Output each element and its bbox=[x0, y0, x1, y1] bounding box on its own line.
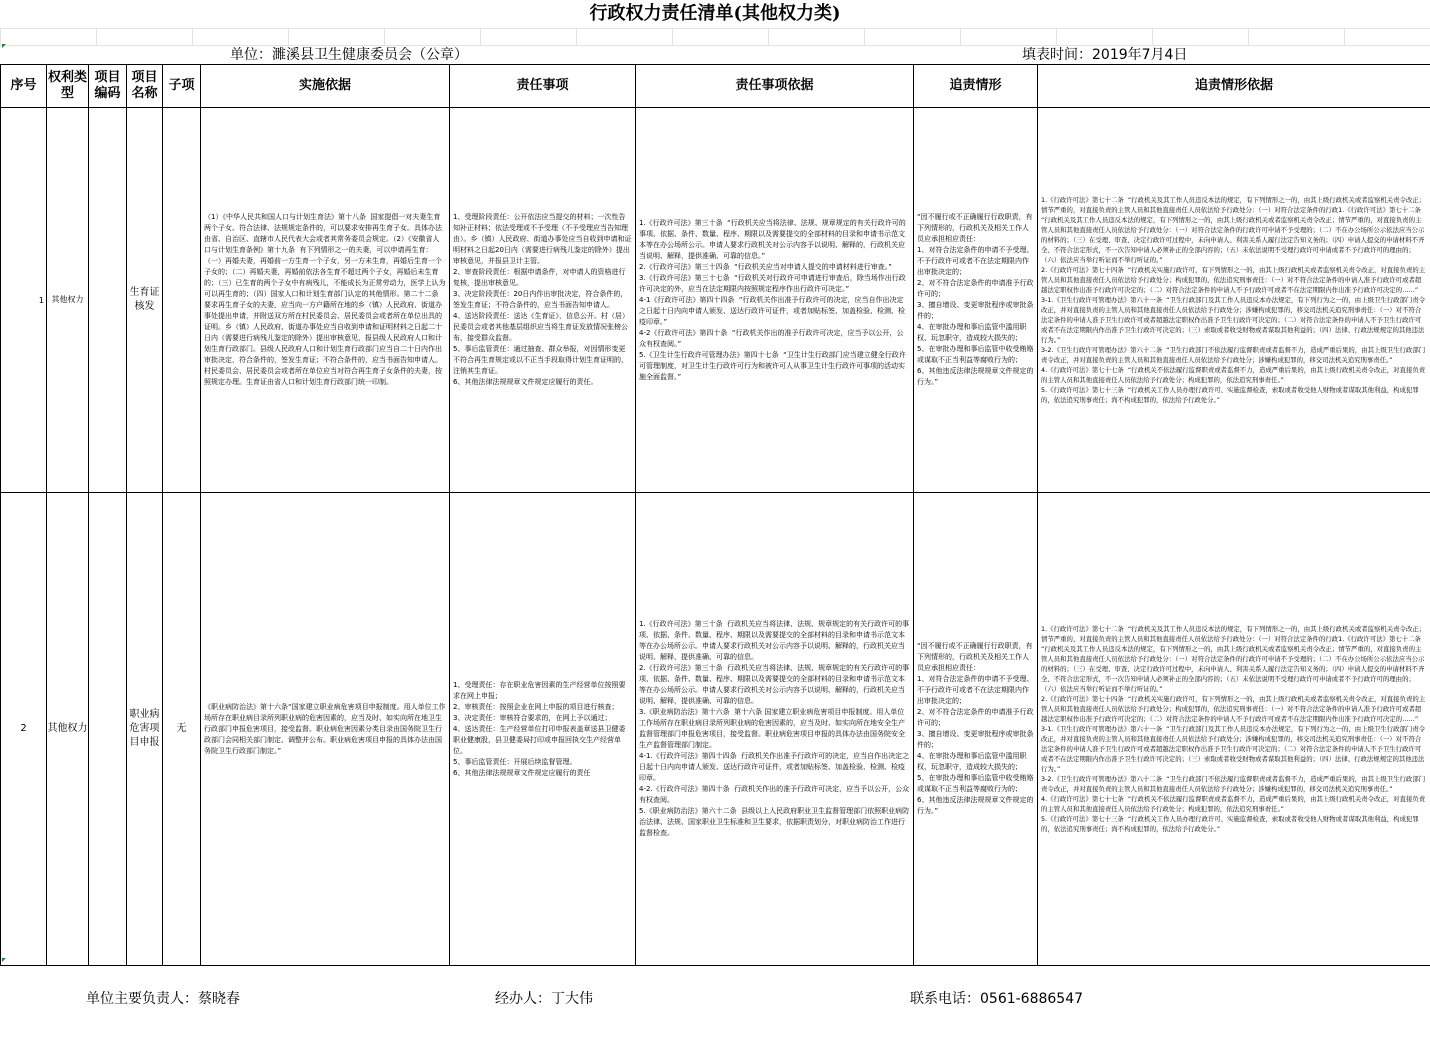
cell-acc-basis: 1.《行政许可法》第七十二条 “行政机关及其工作人员违反本法的规定，有下列情形之一的，由其上级行政机关或者监察机关责令改正；情节严重的，对直接负责的主管人员和其他直接责任人员依法给予行政处分：（一）对符合法定条件的行政1.《行政许可法》第七十二条 “行政机关及其工作人员违反本法的规定，有下列情形之一的，由其上级行政机关或者监察机关责令改正；情节严重的，对直接负责的主管人员和其他直接责任人员依法给予行政处分：（一）对符合法定条件的行政许可申请不予受理的；（二）不在办公场所公示依法应当公示的材料的；（三）在受理、审查、决定行政许可过程中，未向申请人、利害关系人履行法定告知义务的；（四）申请人提交的申请材料不齐全、不符合法定形式，不一次告知申请人必须补正的全部内容的；（五）未依法说明不受理行政许可申请或者不予行政许可的理由的；（六）依法应当举行听证而不举行听证的。” 2.《行政许可法》第七十四条 “行政机关实施行政许可，有下列情形之一的，由其上级行政机关或者监察机关责令改正，对直接负责的主管人员和其他直接责任人员依法给予行政处分；构成犯罪的，依法追究刑事责任：（一）对不符合法定条件的申请人准予行政许可或者超越法定职权作出准予行政许可决定的；（二）对符合法定条件的申请人不予行政许可或者不在法定期限内作出准予行政许可决定的……” 3-1.《卫生行政许可管理办法》第六十一条 “卫生行政部门及其工作人员违反本办法规定，有下列行为之一的，由上级卫生行政部门责令改正，并对直接负责的主管人员和其他直接责任人员依法给予行政处分；涉嫌构成犯罪的，移交司法机关追究刑事责任：（一）对不符合法定条件的申请人准予卫生行政许可或者超越法定职权作出准予卫生行政许可决定的；（二）对符合法定条件的申请人不予卫生行政许可或者不在法定期限内作出准予卫生行政许可决定的；（三）索取或者收受财物或者谋取其他利益的；（四）法律、行政法规规定的其他违法行为。” 3-2.《卫生行政许可管理办法》第六十二条 “卫生行政部门不依法履行监督职责或者监督不力，造成严重后果的，由其上级卫生行政部门责令改正，并对直接负责的主管人员和其他直接责任人员依法给予行政处分；涉嫌构成犯罪的，移交司法机关追究刑事责任。” 4.《行政许可法》第七十七条 “行政机关不依法履行监督职责或者监督不力，造成严重后果的，由其上级行政机关责令改正，对直接负责的主管人员和其他直接责任人员依法给予行政处分；构成犯罪的，依法追究刑事责任。” 5.《行政许可法》第七十三条 “行政机关工作人员办理行政许可、实施监督检查，索取或者收受他人财物或者谋取其他利益，构成犯罪的，依法追究刑事责任；尚不构成犯罪的，依法给予行政处分。” bbox=[1038, 108, 1430, 493]
unit-label: 单位：濉溪县卫生健康委员会（公章） bbox=[230, 47, 468, 63]
header-duty-basis: 责任事项依据 bbox=[636, 65, 914, 108]
cell-type: 其他权力 bbox=[47, 493, 89, 966]
header-acc: 追责情形 bbox=[914, 65, 1038, 108]
cell-code bbox=[89, 108, 127, 493]
cell-duty-basis: 1.《行政许可法》第三十条 行政机关应当将法律、法规、规章规定的有关行政许可的事项、依据、条件、数量、程序、期限以及需要提交的全部材料的目录和申请书示范文本等在办公场所公示。申请人要求行政机关对公示内容予以说明、解释的，行政机关应当说明、解释，提供准确、可靠的信息。 2.《行政许可法》第三十条 行政机关应当将法律、法规、规章规定的有关行政许可的事项、依据、条件、数量、程序、期限以及需要提交的全部材料的目录和申请书示范文本等在办公场所公示。申请人要求行政机关对公示内容予以说明、解释的，行政机关应当说明、解释，提供准确、可靠的信息。 3.《职业病防治法》第十六条 第十六条 国家建立职业病危害项目申报制度。用人单位工作场所存在职业病目录所列职业病的危害因素的，应当及时、如实向所在地安全生产监督管理部门申报危害项目，接受监督。职业病危害项目申报的具体办法由国务院安全生产监督管理部门制定。 4-1.《行政许可法》第四十四条 行政机关作出准予行政许可的决定，应当自作出决定之日起十日内向申请人颁发、送达行政许可证件，或者加贴标签、加盖检验、检测、检疫印章。 4-2.《行政许可法》第四十条 行政机关作出的准予行政许可决定，应当予以公开，公众有权查阅。 5.《职业病防治法》第六十二条 县级以上人民政府职业卫生监督管理部门依照职业病防治法律、法规、国家职业卫生标准和卫生要求，依据职责划分，对职业病防治工作进行监督检查。 bbox=[636, 493, 914, 966]
header-acc-basis: 追责情形依据 bbox=[1038, 65, 1430, 108]
header-code: 项目编码 bbox=[89, 65, 127, 108]
cell-basis: 《职业病防治法》第十六条“国家建立职业病危害项目申报制度。用人单位工作场所存在职业病目录所列职业病的危害因素的，应当及时、如实向所在地卫生行政部门申报危害项目，接受监督。职业病危害因素分类目录由国务院卫生行政部门会同相关部门制定、调整并公布。职业病危害项目申报的具体办法由国务院卫生行政部门制定。” bbox=[201, 493, 450, 966]
page-title: 行政权力责任清单(其他权力类) bbox=[589, 3, 841, 24]
cell-basis: （1）《中华人民共和国人口与计划生育法》第十八条 国家提倡一对夫妻生育两个子女。符合法律、法规规定条件的，可以要求安排再生育子女。具体办法由省、自治区、直辖市人民代表大会或者其常务委员会规定。（2）《安徽省人口与计划生育条例》第十九条 有下列情形之一的夫妻，可以申请再生育：（一）再婚夫妻，再婚前一方生育一个子女，另一方未生育，再婚后生育一个子女的；（二）再婚夫妻，再婚前依法各生育不超过两个子女，再婚后未生育的；（三）已生育的两个子女中有病残儿，不能成长为正常劳动力，医学上认为可以再生育的；（四）国家人口和计划生育部门认定的其他情形。第二十二条 要求再生育子女的夫妻，应当向一方户籍所在地的乡（镇）人民政府、街道办事处提出申请，并附送双方所在村民委员会、居民委员会或者所在单位出具的证明。乡（镇）人民政府、街道办事处应当自收到申请和证明材料之日起二十日内（需要进行病残儿鉴定的除外）提出审核意见，报县级人民政府人口和计划生育行政部门。县级人民政府人口和计划生育行政部门应当自二十日内作出审批决定，符合条件的，签发生育证；不符合条件的，应当书面告知申请人。村民委员会、居民委员会或者所在单位应当对符合再生育子女条件的夫妻，按照规定办理。生育证由省人口和计划生育行政部门统一印制。 bbox=[201, 108, 450, 493]
header-no: 序号 bbox=[1, 65, 47, 108]
cell-duty-basis: 1.《行政许可法》第三十条 “行政机关应当将法律、法规、规章规定的有关行政许可的事项、依据、条件、数量、程序、期限以及需要提交的全部材料的目录和申请书示范文本等在办公场所公示。申请人要求行政机关对公示内容予以说明、解释的，行政机关应当说明、解释，提供准确、可靠的信息。” 2.《行政许可法》第三十四条 “行政机关应当对申请人提交的申请材料进行审查。” 3.《行政许可法》第三十七条 “行政机关对行政许可申请进行审查后，除当场作出行政许可决定的外，应当在法定期限内按照规定程序作出行政许可决定。” 4-1《行政许可法》第四十四条 “行政机关作出准予行政许可的决定，应当自作出决定之日起十日内向申请人颁发、送达行政许可证件，或者加贴标签、加盖检验、检测、检疫印章。” 4-2《行政许可法》第四十条 “行政机关作出的准予行政许可决定，应当予以公开，公众有权查阅。” 5.《卫生计生行政许可管理办法》第四十七条 “卫生计生行政部门应当建立健全行政许可管理制度，对卫生计生行政许可行为和被许可人从事卫生计生行政许可事项的活动实施全面监督。” bbox=[636, 108, 914, 493]
cell-marker bbox=[2, 44, 6, 48]
responsibility-table bbox=[0, 64, 1430, 966]
cell-no: 1 bbox=[1, 108, 47, 493]
header-duty: 责任事项 bbox=[450, 65, 636, 108]
footer-phone: 联系电话：0561-6886547 bbox=[910, 991, 1084, 1007]
cell-code bbox=[89, 493, 127, 966]
sheet-grid-row bbox=[0, 28, 1430, 46]
cell-acc: “因不履行或不正确履行行政职责，有下列情形的，行政机关及相关工作人员应承担相应责任： 1、对符合法定条件的申请不予受理、不予行政许可或者不在法定期限内作出审批决定的； 2、对不符合法定条件的申请准予行政许可的； 3、擅自增设、变更审批程序或审批条件的； 4、在审批办理和事后监管中滥用职权、玩忽职守，造成较大损失的； 5、在审批办理和事后监管中收受贿赂或谋取不正当利益等腐败行为的； 6、其他违反法律法规规章文件规定的行为。” bbox=[914, 493, 1038, 966]
table-row bbox=[1, 493, 1430, 966]
table-row bbox=[1, 108, 1430, 493]
cell-name: 职业病危害项目申报 bbox=[127, 493, 163, 966]
footer-leader: 单位主要负责人：蔡晓春 bbox=[86, 991, 240, 1007]
cell-duty: 1、受理阶段责任：公开依法应当提交的材料；一次性告知补正材料；依法受理或不予受理（不予受理应当告知理由）。乡（镇）人民政府、街道办事处应当自收到申请和证明材料之日起20日内（需要进行病残儿鉴定的除外）提出审核意见，并报县卫计主管。 2、审查阶段责任：根据申请条件，对申请人的资格进行复核，提出审核意见。 3、决定阶段责任：20日内作出审批决定，符合条件的，签发生育证；不符合条件的，应当书面告知申请人。 4、送达阶段责任：送达《生育证》，信息公开。村（居）民委员会或者其他基层组织应当将生育证发放情况张榜公布，接受群众监督。 5、事后监管责任：通过抽查、群众举报，对因情形变更不符合再生育规定或以不正当手段取得计划生育证明的，注销其生育证。 6、其他法律法规规章文件规定应履行的责任。 bbox=[450, 108, 636, 493]
cell-acc-basis: 1.《行政许可法》第七十二条 “行政机关及其工作人员违反本法的规定，有下列情形之一的，由其上级行政机关或者监察机关责令改正；情节严重的，对直接负责的主管人员和其他直接责任人员依法给予行政处分：（一）对符合法定条件的行政1.《行政许可法》第七十二条 “行政机关及其工作人员违反本法的规定，有下列情形之一的，由其上级行政机关或者监察机关责令改正；情节严重的，对直接负责的主管人员和其他直接责任人员依法给予行政处分：（一）对符合法定条件的行政许可申请不予受理的；（二）不在办公场所公示依法应当公示的材料的；（三）在受理、审查、决定行政许可过程中，未向申请人、利害关系人履行法定告知义务的；（四）申请人提交的申请材料不齐全、不符合法定形式，不一次告知申请人必须补正的全部内容的；（五）未依法说明不受理行政许可申请或者不予行政许可的理由的；（六）依法应当举行听证而不举行听证的。” 2.《行政许可法》第七十四条 “行政机关实施行政许可，有下列情形之一的，由其上级行政机关或者监察机关责令改正，对直接负责的主管人员和其他直接责任人员依法给予行政处分；构成犯罪的，依法追究刑事责任：（一）对不符合法定条件的申请人准予行政许可或者超越法定职权作出准予行政许可决定的；（二）对符合法定条件的申请人不予行政许可或者不在法定期限内作出准予行政许可决定的……” 3-1.《卫生行政许可管理办法》第六十一条 “卫生行政部门及其工作人员违反本办法规定，有下列行为之一的，由上级卫生行政部门责令改正，并对直接负责的主管人员和其他直接责任人员依法给予行政处分；涉嫌构成犯罪的，移交司法机关追究刑事责任：（一）对不符合法定条件的申请人准予卫生行政许可或者超越法定职权作出准予卫生行政许可决定的；（二）对符合法定条件的申请人不予卫生行政许可或者不在法定期限内作出准予卫生行政许可决定的；（三）索取或者收受财物或者谋取其他利益的；（四）法律、行政法规规定的其他违法行为。” 3-2.《卫生行政许可管理办法》第六十二条 “卫生行政部门不依法履行监督职责或者监督不力，造成严重后果的，由其上级卫生行政部门责令改正，并对直接负责的主管人员和其他直接责任人员依法给予行政处分；涉嫌构成犯罪的，移交司法机关追究刑事责任。” 4.《行政许可法》第七十七条 “行政机关不依法履行监督职责或者监督不力，造成严重后果的，由其上级行政机关责令改正，对直接负责的主管人员和其他直接责任人员依法给予行政处分；构成犯罪的，依法追究刑事责任。” 5.《行政许可法》第七十三条 “行政机关工作人员办理行政许可、实施监督检查，索取或者收受他人财物或者谋取其他利益，构成犯罪的，依法追究刑事责任；尚不构成犯罪的，依法给予行政处分。” bbox=[1038, 493, 1430, 966]
header-type: 权利类型 bbox=[47, 65, 89, 108]
header-sub: 子项 bbox=[163, 65, 201, 108]
cell-duty: 1、受理责任：存在职业危害因素的生产经营单位按照要求在网上申报； 2、审核责任：按照企业在网上申报的项目进行核查； 3、决定责任：审核符合要求的，在网上予以通过； 4、送达责任：生产经营单位打印申报表盖章送县卫健委职业健康股，县卫健委局打印或申报回执交生产经营单位。 5、事后监管责任：开展后续监督管理。 6、其他法律法规规章文件规定应履行的责任 bbox=[450, 493, 636, 966]
cell-no: 2 bbox=[1, 493, 47, 966]
footer-handler: 经办人：丁大伟 bbox=[495, 991, 593, 1007]
cell-name: 生育证核发 bbox=[127, 108, 163, 493]
header-name: 项目名称 bbox=[127, 65, 163, 108]
fill-date: 填表时间：2019年7月4日 bbox=[1022, 47, 1188, 63]
cell-marker bbox=[2, 958, 6, 962]
header-row bbox=[1, 65, 1430, 108]
cell-sub bbox=[163, 108, 201, 493]
cell-type: 其他权力 bbox=[47, 108, 89, 493]
cell-sub: 无 bbox=[163, 493, 201, 966]
header-basis: 实施依据 bbox=[201, 65, 450, 108]
cell-acc: “因不履行或不正确履行行政职责，有下列情形的，行政机关及相关工作人员应承担相应责任： 1、对符合法定条件的申请不予受理、不予行政许可或者不在法定期限内作出审批决定的； 2、对不符合法定条件的申请准予行政许可的； 3、擅自增设、变更审批程序或审批条件的； 4、在审批办理和事后监管中滥用职权、玩忽职守，造成较大损失的； 5、在审批办理和事后监管中收受贿赂或谋取不正当利益等腐败行为的； 6、其他违反法律法规规章文件规定的行为。” bbox=[914, 108, 1038, 493]
